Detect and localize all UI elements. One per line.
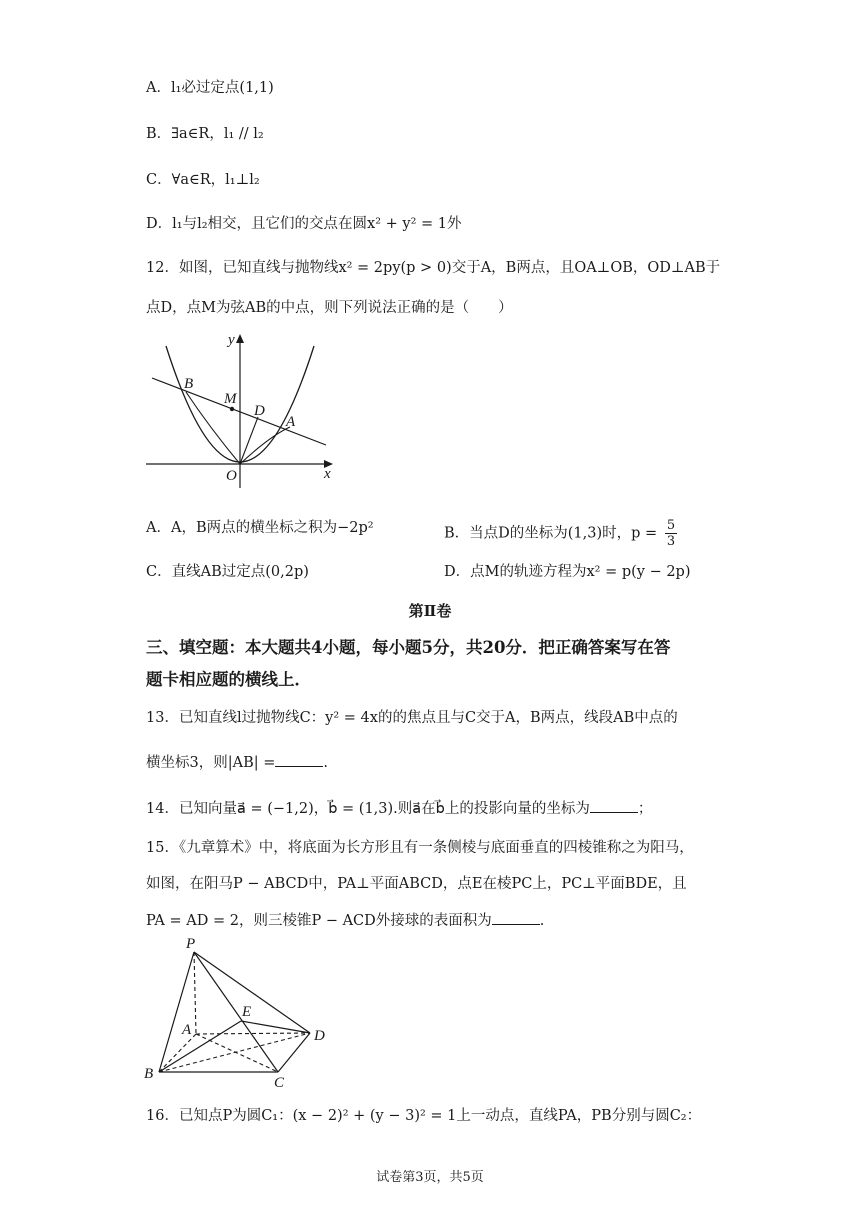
fig15-label-c: C: [274, 1075, 285, 1090]
fraction-denominator: 3: [666, 534, 676, 549]
q12-option-b: [444, 518, 677, 549]
fig15-label-e: E: [242, 1004, 252, 1020]
fraction-numerator: 5: [666, 518, 676, 533]
pyramid-figure: [140, 930, 340, 1090]
q15-line1: 15．《九章算术》中，将底面为长方形且有一条侧棱与底面垂直的四棱锥称之为阳马，: [146, 840, 694, 856]
q12-option-b-text: B．当点D的坐标为(1,3)时，p =: [444, 525, 658, 542]
option-11-d: D．l₁与l₂相交，且它们的交点在圆x² + y² = 1外: [146, 216, 462, 232]
q14-line: [146, 798, 652, 819]
fig15-label-a: A: [182, 1022, 192, 1038]
q12-stem-line2: 点D，点M为弦AB的中点，则下列说法正确的是（ ）: [146, 300, 513, 316]
q15-line3-end: .: [539, 913, 545, 929]
q12-option-c: C．直线AB过定点(0,2p): [146, 564, 309, 580]
option-11-c: C．∀a∈R，l₁⊥l₂: [146, 172, 260, 188]
q13-line1: 13．已知直线l过抛物线C：y² = 4x的的焦点且与C交于A，B两点，线段AB中点的: [146, 710, 678, 726]
section-instruction-line2: 题卡相应题的横线上．: [146, 670, 311, 689]
answer-blank-14[interactable]: [590, 798, 638, 813]
fig12-label-d: D: [254, 403, 265, 419]
q16-line1: 16．已知点P为圆C₁：(x − 2)² + (y − 3)² = 1上一动点，直线PA，PB分别与圆C₂：: [146, 1108, 702, 1124]
answer-blank-13[interactable]: [275, 752, 323, 767]
fig15-label-b: B: [144, 1066, 154, 1082]
fig12-label-x: x: [324, 466, 331, 482]
q13-line2-text: 横坐标3，则|AB| =: [146, 755, 276, 771]
q14-text: 14．已知向量a⃗ = (−1,2)，b⃗ = (1,3).则a⃗在b⃗上的投影向量的坐标为: [146, 801, 590, 817]
q15-line2: 如图，在阳马P − ABCD中，PA⊥平面ABCD，点E在棱PC上，PC⊥平面BDE，且: [146, 876, 687, 892]
q15-line3-text: PA = AD = 2，则三棱锥P − ACD外接球的表面积为: [146, 913, 492, 929]
q12-stem-line1: 12．如图，已知直线与抛物线x² = 2py(p > 0)交于A，B两点，且OA⊥OB，OD⊥AB于: [146, 260, 721, 276]
answer-blank-15[interactable]: [492, 910, 540, 925]
fig12-label-b: B: [184, 376, 194, 392]
fig12-label-a: A: [286, 414, 296, 430]
q14-end: ；: [637, 801, 653, 817]
q13-line2: [146, 752, 328, 773]
option-11-a: A．l₁必过定点(1,1): [146, 80, 274, 96]
q12-option-b-fraction: [665, 518, 677, 549]
parabola-figure: [140, 328, 340, 488]
fig12-label-y: y: [228, 332, 235, 348]
option-11-b: B．∃a∈R，l₁ // l₂: [146, 126, 264, 142]
page-footer: 试卷第3页，共5页: [376, 1170, 484, 1185]
q12-option-d: D．点M的轨迹方程为x² = p(y − 2p): [444, 564, 691, 580]
fig12-label-o: O: [226, 468, 237, 484]
q13-line2-end: .: [323, 755, 328, 771]
fig15-label-d: D: [314, 1028, 325, 1044]
fig12-label-m: M: [224, 391, 237, 407]
section-title: 第Ⅱ卷: [408, 602, 452, 620]
q15-line3: [146, 910, 544, 931]
q12-option-a: A．A，B两点的横坐标之积为−2p²: [146, 520, 374, 536]
fig15-label-p: P: [186, 936, 196, 952]
section-instruction-line1: 三、填空题：本大题共4小题，每小题5分，共20分．把正确答案写在答: [146, 638, 671, 657]
